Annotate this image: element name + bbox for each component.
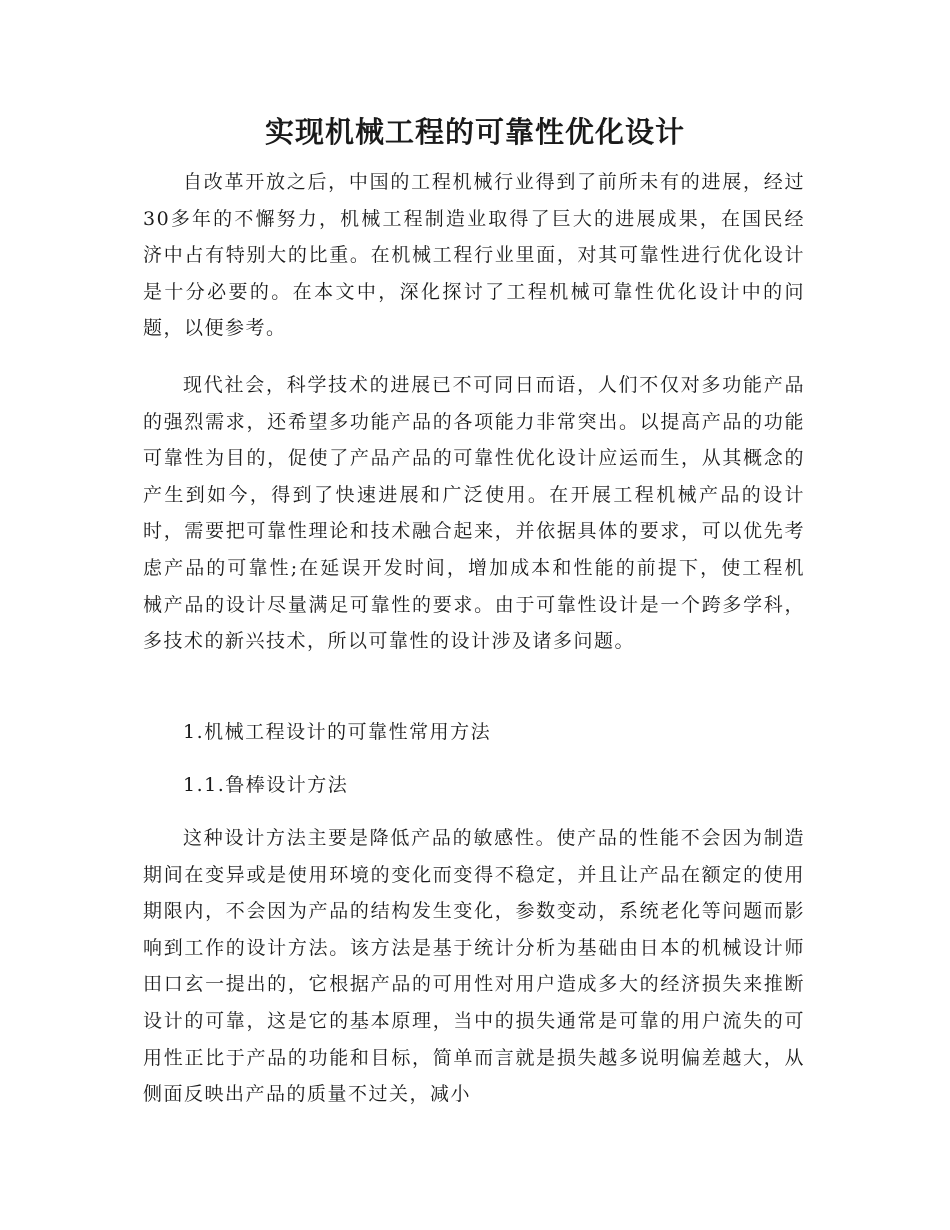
section-heading-1: 1.机械工程设计的可靠性常用方法 (183, 721, 492, 743)
document-title: 实现机械工程的可靠性优化设计 (264, 115, 685, 149)
section-heading-1-1: 1.1.鲁棒设计方法 (183, 774, 349, 796)
paragraph-background: 现代社会，科学技术的进展已不可同日而语，人们不仅对多功能产品的强烈需求，还希望多功能产品的各项能力非常突出。以提高产品的功能可靠性为目的，促使了产品产品的可靠性优化设计应运而生，从其概念的产生到如今，得到了快速进展和广泛使用。在开展工程机械产品的设计时，需要把可靠性理论和技术融合起来，并依据具体的要求，可以优先考虑产品的可靠性;在延误开发时间，增加成本和性能的前提下，使工程机械产品的设计尽量满足可靠性的要求。由于可靠性设计是一个跨多学科，多技术的新兴技术，所以可靠性的设计涉及诸多问题。 (143, 374, 805, 653)
paragraph-introduction: 自改革开放之后，中国的工程机械行业得到了前所未有的进展，经过30多年的不懈努力，机械工程制造业取得了巨大的进展成果，在国民经济中占有特别大的比重。在机械工程行业里面，对其可靠性进行优化设计是十分必要的。在本文中，深化探讨了工程机械可靠性优化设计中的问题，以便参考。 (143, 171, 805, 340)
paragraph-robust-design: 这种设计方法主要是降低产品的敏感性。使产品的性能不会因为制造期间在变异或是使用环境的变化而变得不稳定，并且让产品在额定的使用期限内，不会因为产品的结构发生变化，参数变动，系统老化等问题而影响到工作的设计方法。该方法是基于统计分析为基础由日本的机械设计师田口玄一提出的，它根据产品的可用性对用户造成多大的经济损失来推断设计的可靠，这是它的基本原理，当中的损失通常是可靠的用户流失的可用性正比于产品的功能和目标，简单而言就是损失越多说明偏差越大，从侧面反映出产品的质量不过关，减小 (143, 827, 805, 1106)
